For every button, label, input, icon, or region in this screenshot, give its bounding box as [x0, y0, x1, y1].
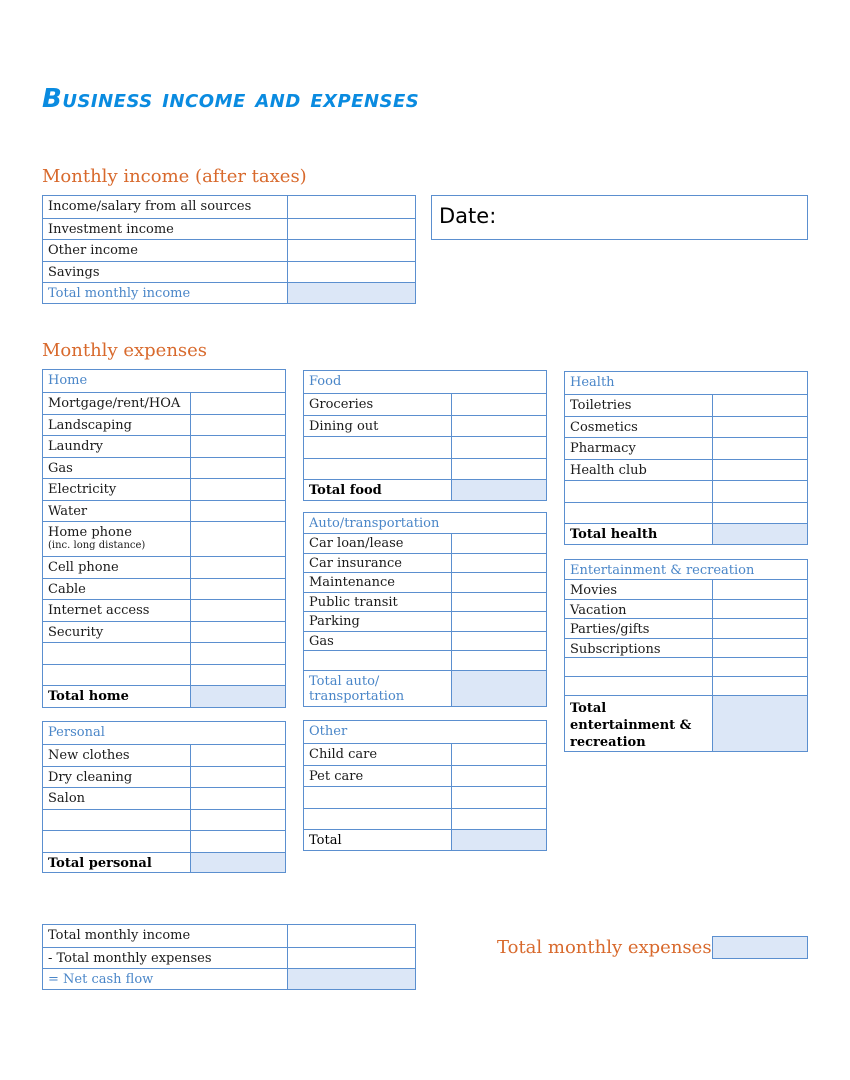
food-row-label: Dining out — [309, 419, 379, 434]
entertainment-row-label: Vacation — [570, 603, 627, 619]
health-row-label-blank — [565, 481, 712, 502]
auto-header: Auto/transportation — [309, 516, 440, 531]
entertainment-row — [565, 618, 807, 638]
home-row — [43, 578, 285, 599]
personal-row-label: Salon — [48, 791, 86, 806]
auto-row-label: Car loan/lease — [309, 536, 404, 551]
food-row-label-blank — [304, 437, 451, 458]
personal-row-input[interactable] — [190, 745, 285, 766]
home-row-input[interactable] — [190, 393, 285, 414]
health-row-input[interactable] — [712, 481, 807, 502]
food-row — [304, 415, 546, 436]
home-row-input[interactable] — [190, 622, 285, 642]
personal-row — [43, 787, 285, 809]
home-row-input[interactable] — [190, 501, 285, 521]
entertainment-row-blank — [565, 676, 807, 695]
food-row-input[interactable] — [451, 416, 546, 436]
auto-total-label: Total auto/ transportation — [309, 674, 405, 704]
auto-row — [304, 572, 546, 592]
home-total-label: Total home — [48, 689, 129, 704]
home-row-input[interactable] — [190, 436, 285, 457]
summary-row-label: - Total monthly expenses — [48, 951, 212, 966]
health-row-label: Health club — [570, 463, 647, 478]
food-row-input[interactable] — [451, 459, 546, 479]
home-header: Home — [48, 373, 88, 388]
home-row-label: Gas — [48, 461, 73, 476]
home-row — [43, 521, 285, 556]
home-row-input[interactable] — [190, 479, 285, 500]
auto-row — [304, 533, 546, 553]
home-row-label: Laundry — [48, 439, 104, 454]
food-total-label: Total food — [309, 483, 382, 498]
other-header: Other — [309, 724, 348, 739]
other-total-input[interactable] — [451, 830, 546, 850]
personal-row-input[interactable] — [190, 767, 285, 787]
health-row-label: Cosmetics — [570, 420, 638, 435]
auto-row-input[interactable] — [451, 651, 546, 670]
personal-table — [42, 721, 286, 873]
entertainment-row-input[interactable] — [712, 639, 807, 657]
home-phone-note: (inc. long distance) — [48, 540, 146, 551]
net-cash-flow-row — [43, 968, 415, 989]
auto-row-input[interactable] — [451, 632, 546, 650]
auto-total-row — [304, 670, 546, 706]
food-row — [304, 393, 546, 415]
income-total-input[interactable] — [287, 283, 415, 303]
total-monthly-expenses-label: Total monthly expenses — [497, 937, 712, 958]
entertainment-header: Entertainment & recreation — [570, 563, 755, 578]
home-row — [43, 621, 285, 642]
income-row-input[interactable] — [287, 262, 415, 282]
income-table — [42, 195, 416, 304]
home-row — [43, 556, 285, 578]
auto-total-input[interactable] — [451, 671, 546, 706]
home-row-blank — [43, 664, 285, 685]
auto-row-label: Gas — [309, 634, 334, 649]
food-total-input[interactable] — [451, 480, 546, 500]
income-row — [43, 218, 415, 239]
income-row — [43, 196, 415, 218]
food-total-row — [304, 479, 546, 500]
other-row-input[interactable] — [451, 766, 546, 786]
home-row-label: Electricity — [48, 482, 117, 497]
food-table — [303, 370, 547, 501]
home-row-label-blank — [43, 665, 190, 685]
auto-row-label: Parking — [309, 614, 360, 629]
home-row — [43, 478, 285, 500]
entertainment-table — [564, 559, 808, 752]
auto-row-label: Maintenance — [309, 575, 395, 590]
health-row-input[interactable] — [712, 395, 807, 416]
auto-row — [304, 611, 546, 631]
other-total-row — [304, 829, 546, 850]
entertainment-row — [565, 638, 807, 657]
entertainment-total-row — [565, 695, 807, 751]
other-row-label-blank — [304, 809, 451, 829]
income-row-input[interactable] — [287, 196, 415, 218]
other-table — [303, 720, 547, 851]
personal-header: Personal — [48, 725, 105, 740]
personal-row-label-blank — [43, 810, 190, 830]
home-row-label: Internet access — [48, 603, 150, 618]
health-row-input[interactable] — [712, 417, 807, 437]
entertainment-row — [565, 599, 807, 618]
entertainment-row-input[interactable] — [712, 677, 807, 695]
net-cash-flow-label: = Net cash flow — [48, 972, 154, 987]
entertainment-row — [565, 579, 807, 599]
entertainment-row-label: Parties/gifts — [570, 622, 650, 638]
home-row — [43, 500, 285, 521]
home-header-row — [43, 370, 285, 392]
other-total-label: Total — [309, 833, 342, 848]
summary-row-input[interactable] — [287, 948, 415, 968]
health-row-blank — [565, 502, 807, 523]
health-total-input[interactable] — [712, 524, 807, 544]
home-phone-label: Home phone — [48, 525, 132, 540]
entertainment-row-input[interactable] — [712, 580, 807, 599]
personal-row-blank — [43, 830, 285, 852]
entertainment-total-label: Total entertainment & recreation — [570, 700, 692, 750]
entertainment-header-row — [565, 560, 807, 579]
personal-total-input[interactable] — [190, 853, 285, 872]
summary-table — [42, 924, 416, 990]
health-total-label: Total health — [570, 527, 658, 542]
health-row-input[interactable] — [712, 438, 807, 459]
personal-row-blank — [43, 809, 285, 830]
expenses-heading: Monthly expenses — [42, 340, 208, 361]
personal-row-input[interactable] — [190, 831, 285, 852]
food-row-label-blank — [304, 459, 451, 479]
other-row — [304, 743, 546, 765]
total-monthly-expenses-input[interactable] — [712, 936, 808, 959]
health-header: Health — [570, 375, 615, 390]
home-row-label: Security — [48, 625, 104, 640]
auto-row-blank — [304, 650, 546, 670]
other-row-input[interactable] — [451, 744, 546, 765]
summary-row-input[interactable] — [287, 925, 415, 947]
health-row — [565, 437, 807, 459]
date-field[interactable] — [431, 195, 808, 240]
home-row — [43, 414, 285, 435]
health-row-input[interactable] — [712, 460, 807, 480]
entertainment-row-input[interactable] — [712, 619, 807, 638]
health-row — [565, 459, 807, 480]
auto-table — [303, 512, 547, 707]
health-row — [565, 416, 807, 437]
other-row-label: Child care — [309, 747, 378, 762]
health-row-label: Toiletries — [570, 398, 632, 413]
health-header-row — [565, 372, 807, 394]
other-row-input[interactable] — [451, 809, 546, 829]
food-row-input[interactable] — [451, 437, 546, 458]
auto-row — [304, 553, 546, 572]
income-row — [43, 239, 415, 261]
home-row — [43, 457, 285, 478]
income-heading: Monthly income (after taxes) — [42, 166, 307, 187]
auto-row-input[interactable] — [451, 554, 546, 572]
auto-row-label-blank — [304, 651, 451, 670]
home-row-input[interactable] — [190, 458, 285, 478]
food-header: Food — [309, 374, 342, 389]
personal-row-label: Dry cleaning — [48, 770, 133, 785]
other-row-label-blank — [304, 787, 451, 808]
income-row-label: Investment income — [48, 222, 174, 237]
income-row-input[interactable] — [287, 219, 415, 239]
home-row-label — [43, 522, 190, 556]
personal-row-label: New clothes — [48, 748, 130, 763]
home-row-input[interactable] — [190, 665, 285, 685]
home-row-label: Cell phone — [48, 560, 119, 575]
home-row-input[interactable] — [190, 522, 285, 556]
food-row-blank — [304, 436, 546, 458]
personal-row-label-blank — [43, 831, 190, 852]
date-label: Date: — [439, 204, 497, 228]
page-title: Business income and expenses — [42, 84, 420, 114]
personal-row — [43, 744, 285, 766]
personal-row-input[interactable] — [190, 810, 285, 830]
entertainment-row-blank — [565, 657, 807, 677]
auto-row — [304, 631, 546, 650]
entertainment-row-label-blank — [565, 658, 712, 677]
home-row — [43, 392, 285, 414]
home-total-row — [43, 685, 285, 707]
home-row — [43, 435, 285, 457]
health-row-input[interactable] — [712, 503, 807, 523]
income-row-input[interactable] — [287, 240, 415, 261]
home-row-input[interactable] — [190, 600, 285, 621]
auto-header-row — [304, 513, 546, 533]
home-table — [42, 369, 286, 708]
other-row — [304, 765, 546, 786]
income-row — [43, 261, 415, 282]
auto-row-input[interactable] — [451, 593, 546, 611]
auto-row-input[interactable] — [451, 612, 546, 631]
income-row-label: Income/salary from all sources — [48, 199, 252, 214]
auto-row-input[interactable] — [451, 534, 546, 553]
home-row-label: Landscaping — [48, 418, 132, 433]
auto-row — [304, 592, 546, 611]
auto-row-input[interactable] — [451, 573, 546, 592]
other-row-label: Pet care — [309, 769, 364, 784]
health-row-label: Pharmacy — [570, 441, 636, 456]
personal-row-input[interactable] — [190, 788, 285, 809]
other-row-blank — [304, 808, 546, 829]
personal-total-row — [43, 852, 285, 872]
home-row-input[interactable] — [190, 557, 285, 578]
personal-total-label: Total personal — [48, 856, 152, 871]
home-row-input[interactable] — [190, 415, 285, 435]
home-row-blank — [43, 642, 285, 664]
food-row-input[interactable] — [451, 394, 546, 415]
home-row-input[interactable] — [190, 579, 285, 599]
income-total-label: Total monthly income — [48, 286, 191, 301]
food-header-row — [304, 371, 546, 393]
other-row-input[interactable] — [451, 787, 546, 808]
personal-row — [43, 766, 285, 787]
summary-row — [43, 925, 415, 947]
income-total-row — [43, 282, 415, 303]
home-row-label-blank — [43, 643, 190, 664]
food-row-label: Groceries — [309, 397, 374, 412]
net-cash-flow-input[interactable] — [287, 969, 415, 989]
health-row-label-blank — [565, 503, 712, 523]
food-row-blank — [304, 458, 546, 479]
income-row-label: Savings — [48, 265, 100, 280]
income-row-label: Other income — [48, 243, 138, 258]
personal-header-row — [43, 722, 285, 744]
entertainment-row-label: Movies — [570, 583, 618, 599]
summary-row-label: Total monthly income — [48, 928, 191, 943]
other-header-row — [304, 721, 546, 743]
auto-row-label: Car insurance — [309, 556, 402, 571]
entertainment-row-label: Subscriptions — [570, 641, 661, 657]
health-row — [565, 394, 807, 416]
home-row-label: Cable — [48, 582, 86, 597]
summary-row — [43, 947, 415, 968]
health-total-row — [565, 523, 807, 544]
home-row-label: Mortgage/rent/HOA — [48, 396, 181, 411]
entertainment-row-label-blank — [565, 677, 712, 695]
entertainment-total-input[interactable] — [712, 696, 807, 751]
entertainment-row-input[interactable] — [712, 658, 807, 677]
other-row-blank — [304, 786, 546, 808]
health-table — [564, 371, 808, 545]
entertainment-row-input[interactable] — [712, 600, 807, 618]
home-row-label: Water — [48, 504, 88, 519]
home-row — [43, 599, 285, 621]
health-row-blank — [565, 480, 807, 502]
home-row-input[interactable] — [190, 643, 285, 664]
auto-row-label: Public transit — [309, 595, 398, 610]
home-total-input[interactable] — [190, 686, 285, 707]
